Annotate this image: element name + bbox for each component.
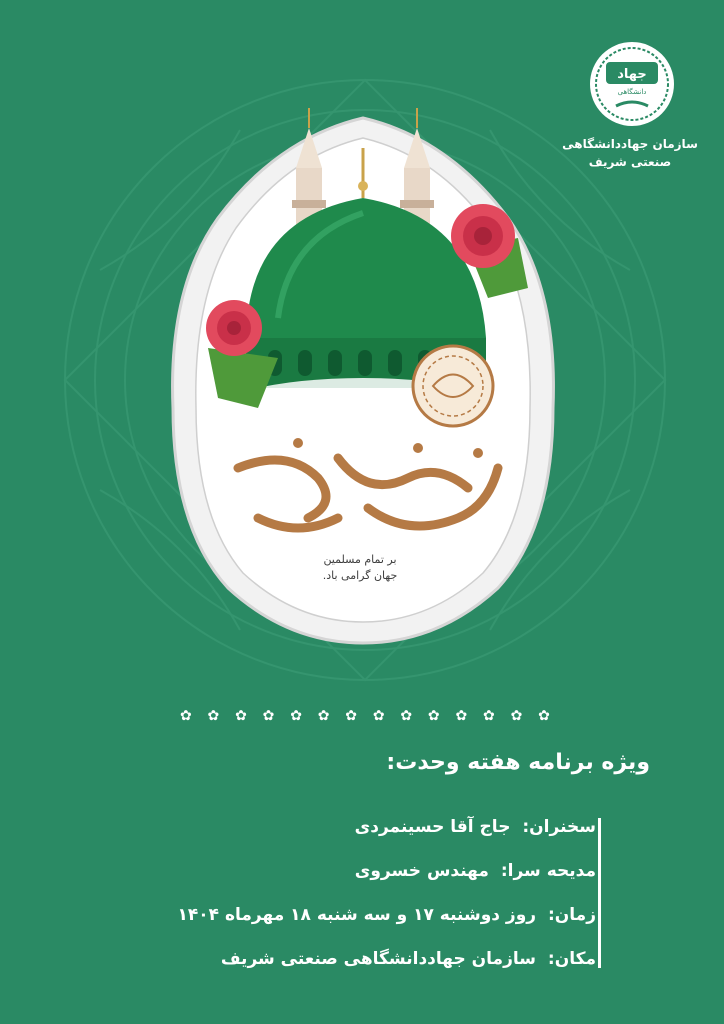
- flower-icon: ✿: [262, 708, 275, 724]
- greeting-line1: بر تمام مسلمین: [323, 553, 397, 566]
- flower-icon: ✿: [538, 708, 550, 724]
- location-label: مکان:: [547, 949, 596, 969]
- flower-icon: ✿: [483, 708, 495, 724]
- speaker-line: [178, 810, 596, 854]
- speaker-value: جاج آقا حسینمردی: [354, 817, 511, 837]
- flower-icon: ✿: [372, 708, 385, 724]
- time-line: [178, 898, 596, 942]
- flower-icon: ✿: [345, 708, 358, 724]
- program-heading: ویژه برنامه هفته وحدت:: [386, 750, 650, 775]
- organization-name-line1: سازمان جهاددانشگاهی: [562, 137, 698, 151]
- greeting-line2: جهان گرامی باد.: [322, 569, 398, 582]
- calligraphy-medallion-icon: [413, 346, 493, 426]
- flower-icon: ✿: [180, 708, 192, 724]
- logo-text: جهاد: [617, 67, 647, 82]
- organization-name-line2: صنعتی شریف: [588, 155, 672, 169]
- flower-icon: ✿: [207, 708, 220, 724]
- location-value: سازمان جهاددانشگاهی صنعتی شریف: [220, 949, 536, 969]
- logo-subtext: دانشگاهی: [617, 88, 647, 96]
- flower-icon: ✿: [400, 708, 413, 724]
- flower-icon: ✿: [510, 708, 523, 724]
- jahad-logo: [588, 40, 676, 128]
- location-line: [178, 942, 596, 986]
- decorative-flower-row: [180, 708, 550, 724]
- flower-icon: ✿: [235, 708, 247, 724]
- eulogist-label: مدیحه سرا:: [500, 861, 596, 881]
- eulogist-value: مهندس خسروی: [354, 861, 489, 881]
- organization-name: [560, 135, 700, 171]
- divider-line: [598, 818, 601, 968]
- flower-icon: ✿: [317, 708, 330, 724]
- flower-icon: ✿: [455, 708, 468, 724]
- time-value: روز دوشنبه ۱۷ و سه شنبه ۱۸ مهرماه ۱۴۰۴: [177, 905, 537, 925]
- program-details: [178, 810, 596, 986]
- speaker-label: سخنران:: [522, 817, 596, 837]
- flower-icon: ✿: [290, 708, 302, 724]
- time-label: زمان:: [547, 905, 596, 925]
- flower-icon: ✿: [427, 708, 440, 724]
- eulogist-line: [178, 854, 596, 898]
- greeting-text: [290, 552, 430, 584]
